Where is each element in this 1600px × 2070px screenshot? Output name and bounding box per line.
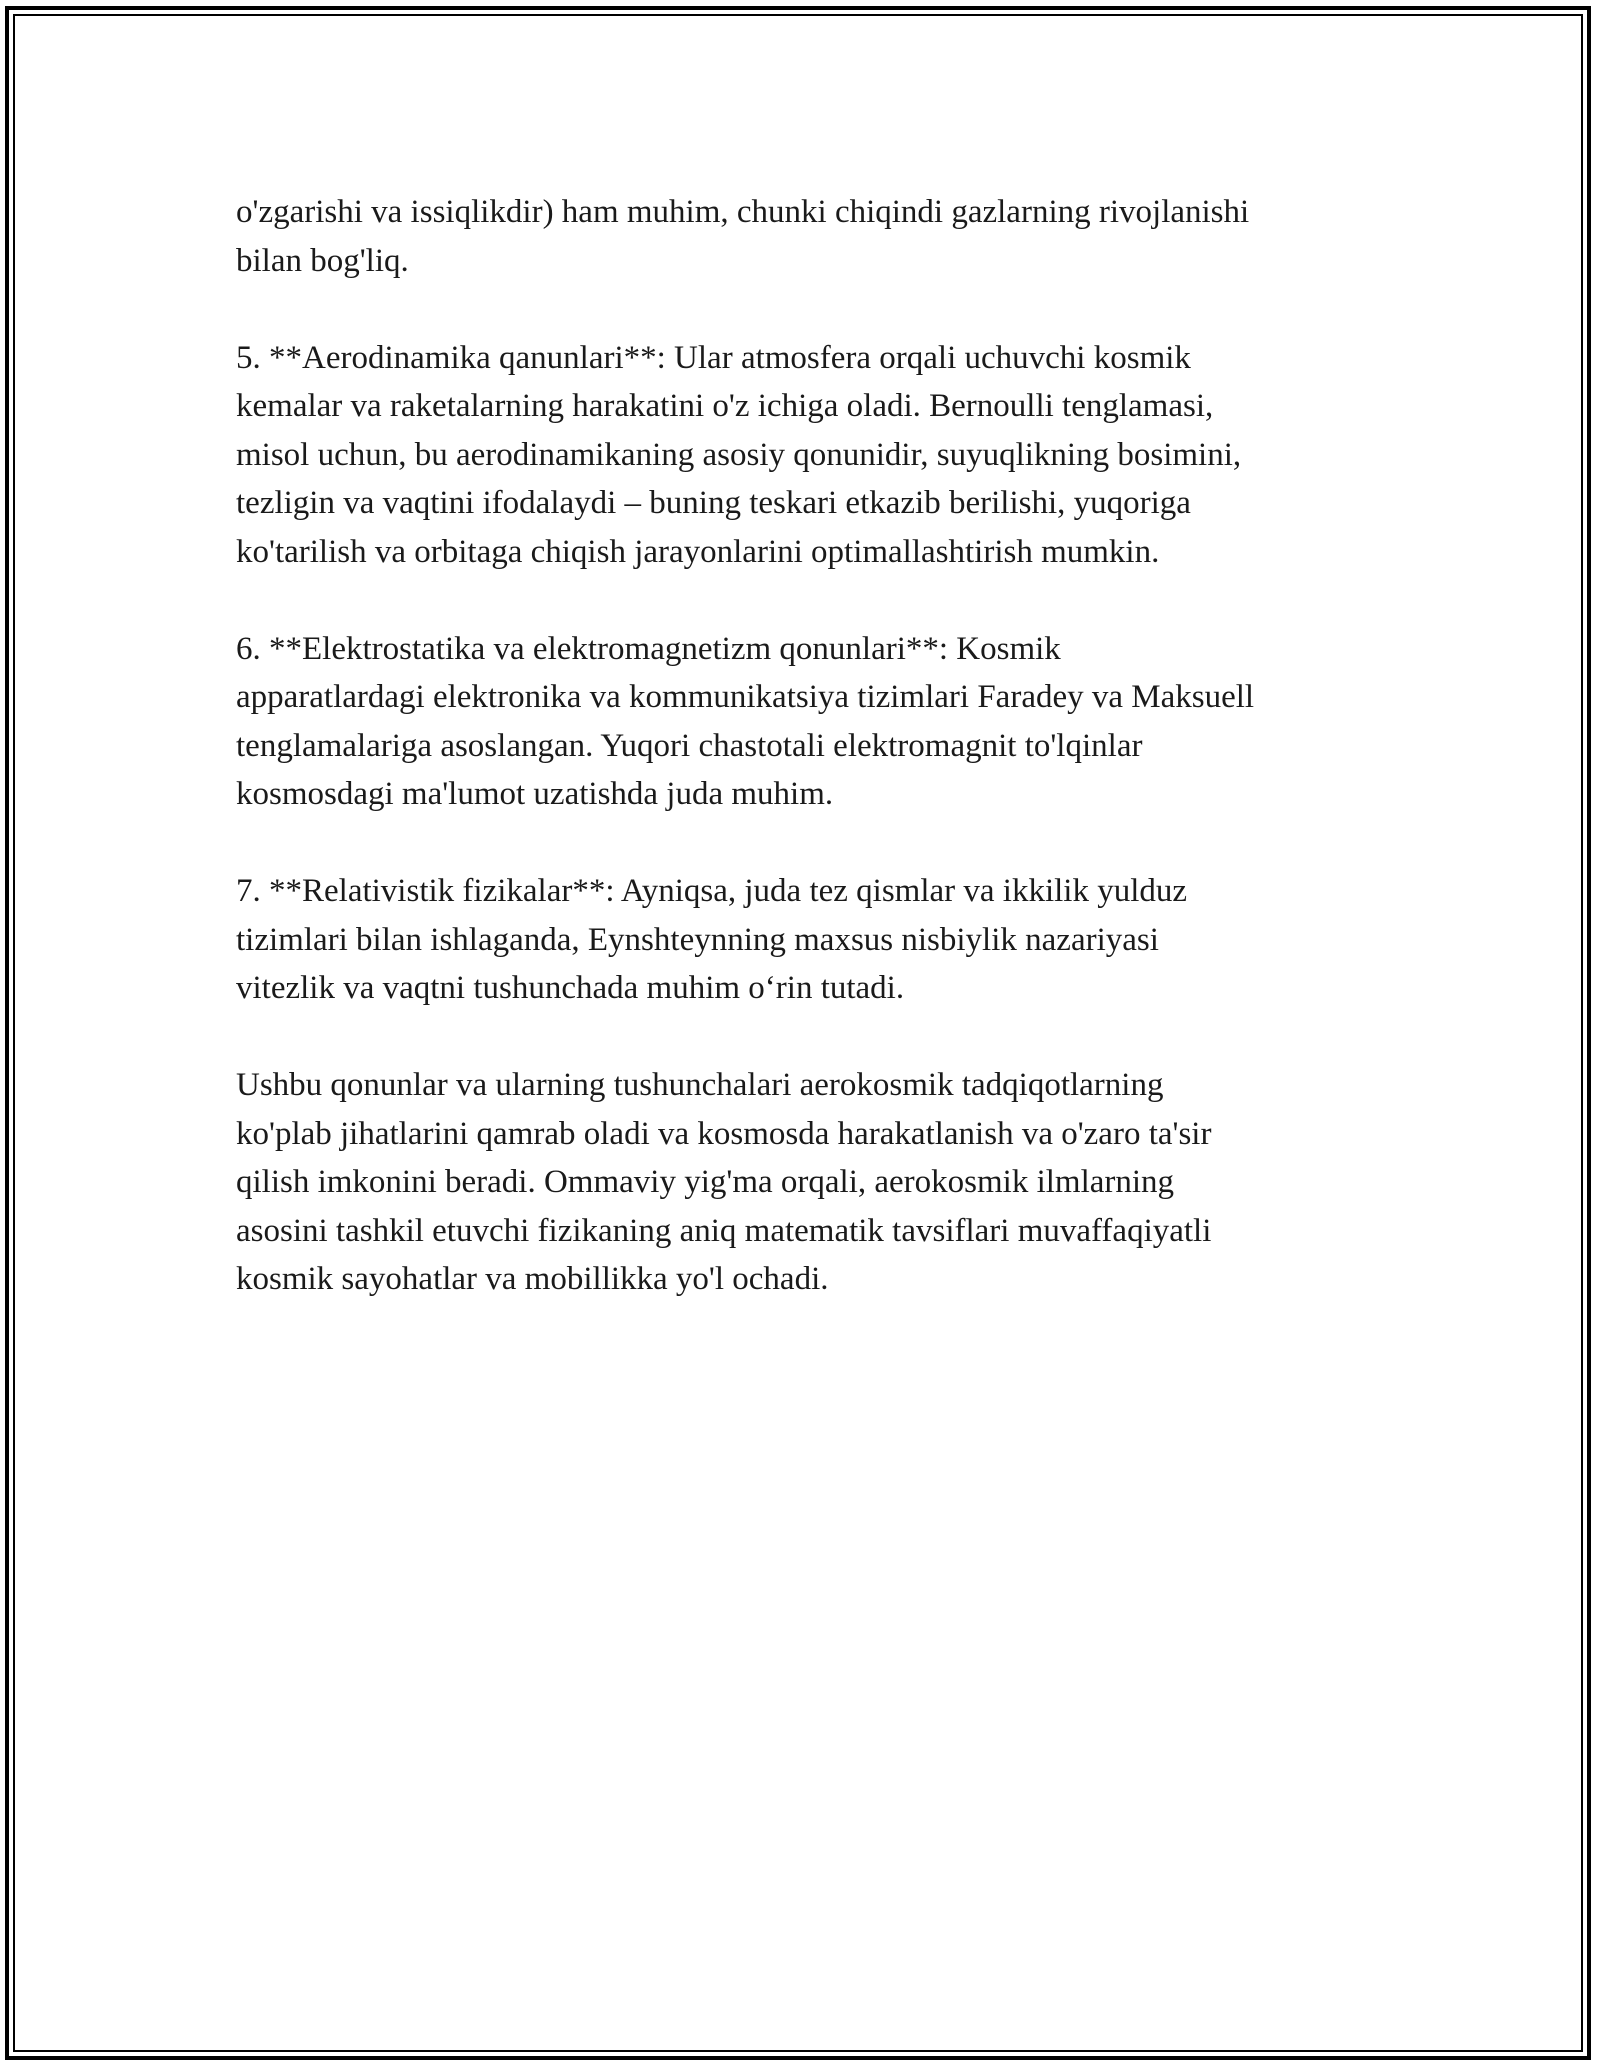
text-line: o'zgarishi va issiqlikdir) ham muhim, chunki chiqindi gazlarning rivojlanishi: [236, 194, 1250, 230]
text-line: 5. **Aerodinamika qanunlari**: Ular atmosfera orqali uchuvchi kosmik: [236, 339, 1191, 376]
text-line: tezligin va vaqtini ifodalaydi – buning teskari etkazib berilishi, yuqoriga: [236, 485, 1191, 521]
paragraph-continuation: [236, 188, 1386, 285]
text-line: kosmosdagi ma'lumot uzatishda juda muhim.: [236, 776, 834, 812]
paragraph-item-5: [236, 334, 1386, 577]
paragraph-conclusion: [236, 1061, 1386, 1304]
text-line: apparatlardagi elektronika va kommunikatsiya tizimlari Faradey va Maksuell: [236, 679, 1255, 715]
text-line: Ushbu qonunlar va ularning tushunchalari aerokosmik tadqiqotlarning: [236, 1067, 1164, 1103]
text-line: kemalar va raketalarning harakatini o'z ichiga oladi. Bernoulli tenglamasi,: [236, 388, 1214, 424]
text-line: ko'tarilish va orbitaga chiqish jarayonlarini optimallashtirish mumkin.: [236, 533, 1160, 570]
text-line: ko'plab jihatlarini qamrab oladi va kosmosda harakatlanish va o'zaro ta'sir: [236, 1115, 1212, 1152]
text-line: misol uchun, bu aerodinamikaning asosiy qonunidir, suyuqlikning bosimini,: [236, 436, 1242, 473]
text-line: asosini tashkil etuvchi fizikaning aniq matematik tavsiflari muvaffaqiyatli: [236, 1212, 1212, 1249]
paragraph-item-7: [236, 867, 1386, 1013]
text-line: 7. **Relativistik fizikalar**: Ayniqsa, juda tez qismlar va ikkilik yulduz: [236, 873, 1188, 909]
text-line: qilish imkonini beradi. Ommaviy yig'ma orqali, aerokosmik ilmlarning: [236, 1164, 1175, 1200]
text-line: bilan bog'liq.: [236, 242, 409, 279]
text-line: tenglamalariga asoslangan. Yuqori chastotali elektromagnit to'lqinlar: [236, 727, 1143, 764]
document-body: [236, 188, 1386, 1352]
paragraph-item-6: [236, 625, 1386, 819]
text-line: 6. **Elektrostatika va elektromagnetizm qonunlari**: Kosmik: [236, 630, 1061, 667]
text-line: vitezlik va vaqtni tushunchada muhim o‘rin tutadi.: [236, 970, 905, 1006]
text-line: kosmik sayohatlar va mobillikka yo'l ochadi.: [236, 1261, 829, 1297]
text-line: tizimlari bilan ishlaganda, Eynshteynning maxsus nisbiylik nazariyasi: [236, 921, 1159, 958]
